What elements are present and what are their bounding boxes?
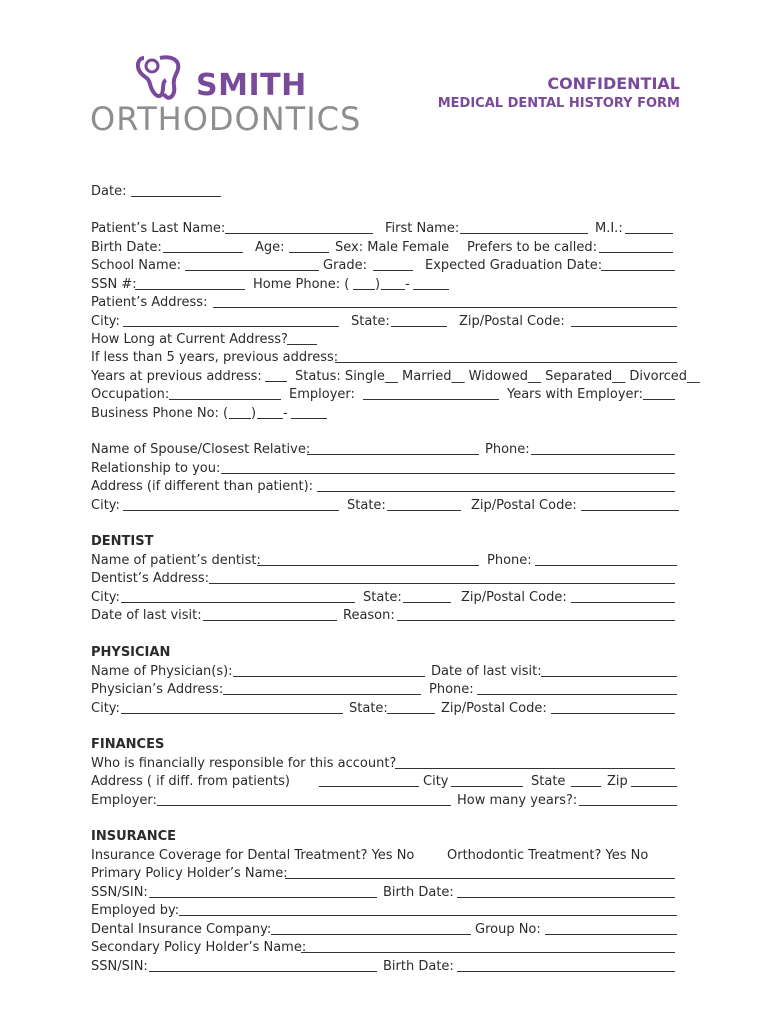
birth-row [91, 240, 681, 256]
relationship-row [91, 461, 681, 477]
school-field[interactable] [185, 270, 319, 271]
dentist-phone-field[interactable] [535, 565, 677, 566]
graduation-label: Expected Graduation Date: [425, 258, 603, 273]
primary-holder-label: Primary Policy Holder’s Name: [91, 866, 288, 881]
physician-city-row [91, 701, 681, 717]
patient-name-row [91, 221, 681, 237]
years-employer-label: Years with Employer: [507, 387, 644, 402]
physician-heading-text: PHYSICIAN [91, 645, 171, 660]
dentist-name-row [91, 553, 681, 569]
finances-zip-label: Zip [607, 774, 628, 789]
employed-by-field[interactable] [179, 915, 677, 916]
spouse-zip-label: Zip/Postal Code: [471, 498, 577, 513]
dentist-visit-row [91, 608, 681, 624]
business-phone-prefix-field[interactable] [257, 418, 283, 419]
physician-visit-field[interactable] [541, 676, 677, 677]
company-field[interactable] [271, 934, 471, 935]
logo-brand-top: SMITH [196, 68, 307, 103]
address-row [91, 295, 681, 311]
finances-employer-field[interactable] [157, 805, 451, 806]
insurance-birth2-field[interactable] [457, 971, 675, 972]
age-label: Age: [255, 240, 285, 255]
physician-phone-field[interactable] [477, 694, 677, 695]
finances-employer-row [91, 793, 681, 809]
secondary-holder-field[interactable] [301, 952, 675, 953]
confidential-title: CONFIDENTIAL [547, 74, 680, 93]
dentist-heading-text: DENTIST [91, 534, 154, 549]
coverage-row [91, 848, 681, 864]
spouse-city-field[interactable] [123, 510, 339, 511]
finances-years-field[interactable] [579, 805, 677, 806]
how-long-field[interactable] [287, 344, 317, 345]
dentist-city-field[interactable] [121, 602, 355, 603]
home-phone-dash: - [405, 277, 410, 292]
dentist-address-field[interactable] [209, 583, 675, 584]
ssn-birth-row [91, 885, 681, 901]
spouse-name-label: Name of Spouse/Closest Relative: [91, 442, 311, 457]
spouse-address-label: Address (if different than patient): [91, 479, 314, 494]
ssn-label: SSN #: [91, 277, 137, 292]
dentist-visit-field[interactable] [203, 620, 337, 621]
dentist-reason-label: Reason: [343, 608, 395, 623]
spouse-state-label: State: [347, 498, 386, 513]
dentist-name-field[interactable] [257, 565, 479, 566]
preferred-name-field[interactable] [599, 252, 673, 253]
home-phone-line-field[interactable] [413, 289, 449, 290]
employed-by-row [91, 903, 681, 919]
business-phone-label: Business Phone No: ( [91, 406, 229, 421]
prev-address-field[interactable] [335, 362, 677, 363]
physician-name-field[interactable] [233, 676, 425, 677]
status-label: Status: Single__ Married__ Widowed__ Separated__ Divorced__ [295, 369, 701, 384]
physician-state-field[interactable] [387, 713, 435, 714]
insurance-ssn-label: SSN/SIN: [91, 885, 148, 900]
ssn-birth-row-2 [91, 959, 681, 975]
business-phone-row [91, 406, 681, 422]
physician-address-field[interactable] [223, 694, 421, 695]
group-field[interactable] [545, 934, 677, 935]
how-long-row [91, 332, 681, 348]
finances-state-label: State [531, 774, 566, 789]
city-row [91, 314, 681, 330]
physician-address-label: Physician’s Address: [91, 682, 224, 697]
physician-state-label: State: [349, 701, 388, 716]
relationship-field[interactable] [221, 473, 675, 474]
first-name-field[interactable] [460, 233, 588, 234]
spouse-address-field[interactable] [317, 491, 675, 492]
physician-zip-label: Zip/Postal Code: [441, 701, 547, 716]
ssn-row [91, 277, 681, 293]
date-row [91, 184, 681, 200]
tooth-logo-icon [136, 54, 196, 104]
address-label: Patient’s Address: [91, 295, 208, 310]
dentist-phone-label: Phone: [487, 553, 532, 568]
physician-zip-field[interactable] [551, 713, 675, 714]
sex-label: Sex: Male Female [335, 240, 450, 255]
years-employer-field[interactable] [643, 399, 675, 400]
city-field[interactable] [123, 326, 339, 327]
finances-state-field[interactable] [571, 786, 601, 787]
business-phone-area-field[interactable] [229, 418, 251, 419]
finances-heading [91, 737, 681, 753]
dentist-name-label: Name of patient’s dentist: [91, 553, 261, 568]
spouse-state-field[interactable] [387, 510, 461, 511]
employed-by-label: Employed by: [91, 903, 180, 918]
school-label: School Name: [91, 258, 182, 273]
physician-phone-label: Phone: [429, 682, 474, 697]
graduation-field[interactable] [601, 270, 675, 271]
responsible-label: Who is financially responsible for this account? [91, 756, 397, 771]
dentist-address-label: Dentist’s Address: [91, 571, 210, 586]
spouse-city-row [91, 498, 681, 514]
date-field[interactable] [131, 196, 221, 197]
ortho-coverage-label[interactable]: Orthodontic Treatment? Yes No [447, 848, 649, 863]
dentist-city-row [91, 590, 681, 606]
responsible-field[interactable] [395, 768, 675, 769]
last-name-label: Patient’s Last Name: [91, 221, 226, 236]
finances-zip-field[interactable] [631, 786, 677, 787]
dental-coverage-label[interactable]: Insurance Coverage for Dental Treatment? Yes No [91, 848, 415, 863]
prev-address-label: If less than 5 years, previous address: [91, 350, 339, 365]
years-prev-row [91, 369, 701, 385]
primary-holder-field[interactable] [285, 878, 675, 879]
form-title: MEDICAL DENTAL HISTORY FORM [437, 96, 680, 111]
occupation-field[interactable] [169, 399, 281, 400]
mi-label: M.I.: [595, 221, 623, 236]
finances-heading-text: FINANCES [91, 737, 165, 752]
employer-field[interactable] [363, 399, 499, 400]
dentist-zip-label: Zip/Postal Code: [461, 590, 567, 605]
insurance-birth-label: Birth Date: [383, 885, 454, 900]
spouse-name-row [91, 442, 681, 458]
primary-holder-row [91, 866, 681, 882]
state-label: State: [351, 314, 390, 329]
mi-field[interactable] [625, 233, 673, 234]
grade-field[interactable] [373, 270, 413, 271]
insurance-birth-field[interactable] [457, 897, 675, 898]
dentist-state-label: State: [363, 590, 402, 605]
finances-address-field[interactable] [319, 786, 419, 787]
birth-date-field[interactable] [163, 252, 243, 253]
insurance-heading [91, 829, 681, 845]
age-field[interactable] [289, 252, 329, 253]
dentist-visit-label: Date of last visit: [91, 608, 202, 623]
physician-city-field[interactable] [121, 713, 343, 714]
preferred-name-label: Prefers to be called: [467, 240, 598, 255]
grade-label: Grade: [323, 258, 368, 273]
insurance-ssn-field[interactable] [149, 897, 377, 898]
spouse-phone-field[interactable] [531, 454, 675, 455]
business-phone-paren: ) [251, 406, 257, 421]
relationship-label: Relationship to you: [91, 461, 221, 476]
home-phone-prefix-field[interactable] [381, 289, 405, 290]
school-row [91, 258, 681, 274]
date-label: Date: [91, 184, 127, 199]
dentist-state-field[interactable] [403, 602, 451, 603]
spouse-city-label: City: [91, 498, 120, 513]
finances-address-row [91, 774, 681, 790]
prev-address-row [91, 350, 681, 366]
address-field[interactable] [213, 307, 677, 308]
spouse-zip-field[interactable] [581, 510, 679, 511]
zip-label: Zip/Postal Code: [459, 314, 565, 329]
insurance-heading-text: INSURANCE [91, 829, 177, 844]
secondary-holder-label: Secondary Policy Holder’s Name: [91, 940, 307, 955]
occupation-row [91, 387, 681, 403]
zip-field[interactable] [571, 326, 677, 327]
spouse-name-field[interactable] [307, 454, 479, 455]
employer-label: Employer: [289, 387, 355, 402]
birth-date-label: Birth Date: [91, 240, 162, 255]
business-phone-line-field[interactable] [291, 418, 327, 419]
city-label: City: [91, 314, 120, 329]
physician-visit-label: Date of last visit: [431, 664, 542, 679]
ssn-field[interactable] [135, 289, 245, 290]
insurance-ssn2-field[interactable] [149, 971, 377, 972]
logo-brand-bottom: ORTHODONTICS [90, 100, 362, 138]
home-phone-paren: ) [375, 277, 381, 292]
company-label: Dental Insurance Company: [91, 922, 272, 937]
years-prev-label: Years at previous address: [91, 369, 262, 384]
dentist-reason-field[interactable] [397, 620, 675, 621]
physician-heading [91, 645, 681, 661]
years-prev-field[interactable] [265, 381, 287, 382]
finances-years-label: How many years?: [457, 793, 578, 808]
finances-employer-label: Employer: [91, 793, 157, 808]
company-row [91, 922, 681, 938]
how-long-label: How Long at Current Address? [91, 332, 288, 347]
first-name-label: First Name: [385, 221, 460, 236]
physician-name-label: Name of Physician(s): [91, 664, 233, 679]
home-phone-area-field[interactable] [353, 289, 375, 290]
dentist-zip-field[interactable] [571, 602, 675, 603]
last-name-field[interactable] [225, 233, 373, 234]
finances-city-field[interactable] [451, 786, 523, 787]
secondary-holder-row [91, 940, 681, 956]
spouse-phone-label: Phone: [485, 442, 530, 457]
dentist-city-label: City: [91, 590, 120, 605]
responsible-row [91, 756, 681, 772]
physician-name-row [91, 664, 681, 680]
physician-address-row [91, 682, 681, 698]
spouse-address-row [91, 479, 681, 495]
logo [90, 54, 360, 136]
finances-city-label: City [423, 774, 449, 789]
dentist-heading [91, 534, 681, 550]
insurance-birth2-label: Birth Date: [383, 959, 454, 974]
insurance-ssn2-label: SSN/SIN: [91, 959, 148, 974]
occupation-label: Occupation: [91, 387, 170, 402]
finances-address-label: Address ( if diff. from patients) [91, 774, 291, 789]
dentist-address-row [91, 571, 681, 587]
physician-city-label: City: [91, 701, 120, 716]
business-phone-dash: - [283, 406, 288, 421]
home-phone-label: Home Phone: ( [253, 277, 350, 292]
group-label: Group No: [475, 922, 541, 937]
state-field[interactable] [391, 326, 447, 327]
